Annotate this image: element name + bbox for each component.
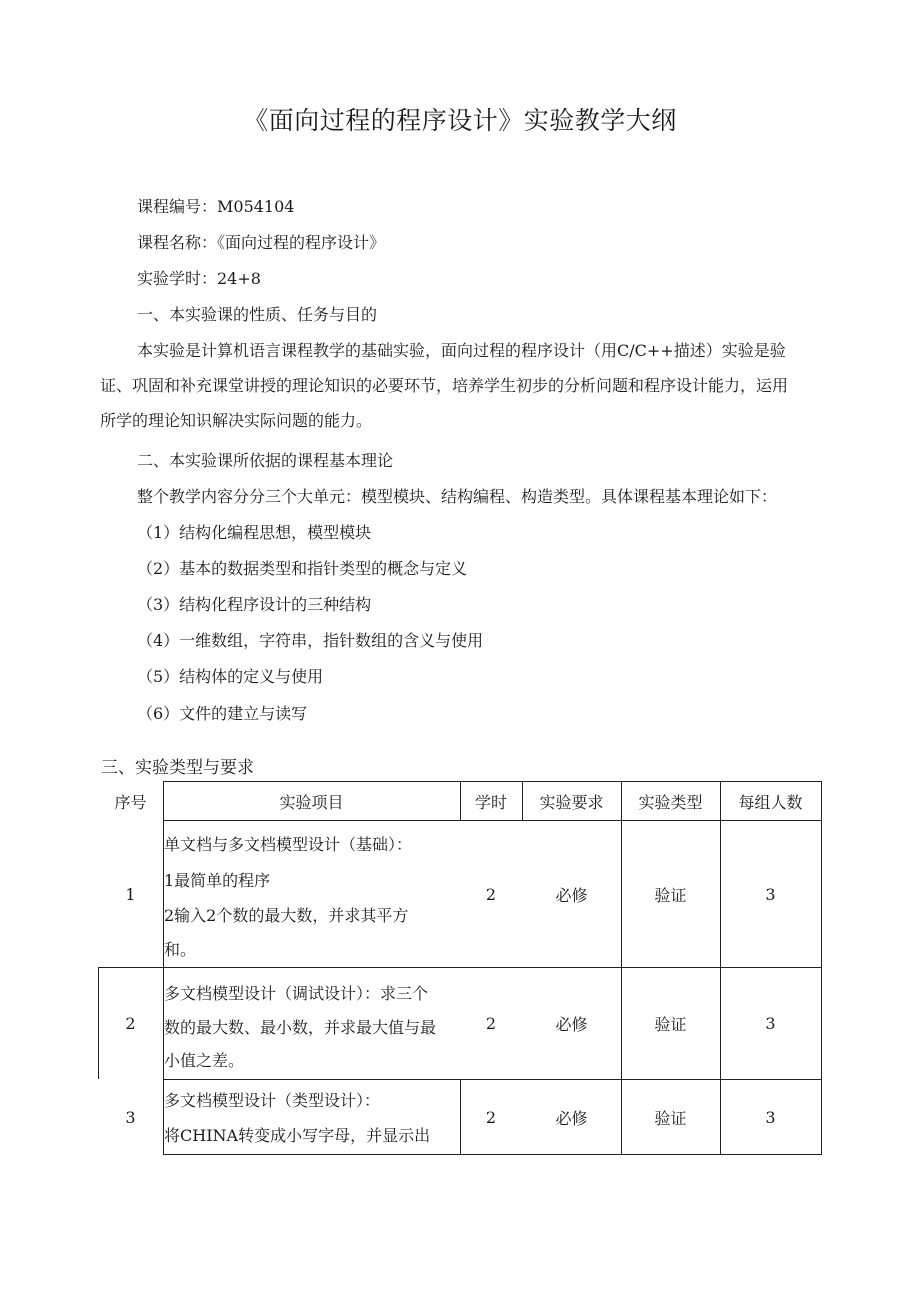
table-header: 每组人数 — [738, 792, 803, 812]
type-cell: 验证 — [654, 885, 687, 905]
requirement-cell: 必修 — [555, 1015, 588, 1034]
section2-heading: 二、本实验课所依据的课程基本理论 — [137, 451, 394, 470]
theory-item: （2）基本的数据类型和指针类型的概念与定义 — [137, 559, 468, 578]
project-line: 单文档与多文档模型设计（基础）： — [164, 835, 413, 854]
project-line: 数的最大数、最小数，并求最大值与最 — [164, 1018, 437, 1037]
project-line: 多文档模型设计（类型设计）： — [164, 1091, 381, 1110]
table-header: 序号 — [114, 792, 147, 812]
course-name: 课程名称：《面向过程的程序设计》 — [137, 233, 386, 252]
row-number: 2 — [125, 1014, 136, 1033]
project-line: 1最简单的程序 — [164, 871, 271, 890]
table-header: 实验要求 — [539, 792, 604, 812]
hours-cell: 2 — [485, 1107, 497, 1127]
section1-paragraph — [100, 333, 817, 438]
group-size-cell: 3 — [765, 1107, 776, 1127]
paragraph-line: 本实验是计算机语言课程教学的基础实验，面向过程的程序设计（用C/C++描述）实验是验 — [137, 341, 786, 360]
section2-intro: 整个教学内容分分三个大单元：模型模块、结构编程、构造类型。具体课程基本理论如下： — [137, 487, 778, 506]
project-line: 多文档模型设计（调试设计）：求三个 — [164, 984, 429, 1003]
hours-cell: 2 — [485, 884, 497, 904]
project-line: 将CHINA转变成小写字母，并显示出 — [164, 1126, 431, 1145]
paragraph-line: 证、巩固和补充课堂讲授的理论知识的必要环节，培养学生初步的分析问题和程序设计能力，运用 — [100, 376, 789, 395]
section3-heading: 三、实验类型与要求 — [101, 758, 254, 778]
row-number: 1 — [125, 884, 136, 904]
table-header: 学时 — [474, 792, 507, 812]
table-rule — [821, 781, 822, 1155]
project-line: 小值之差。 — [164, 1051, 245, 1070]
group-size-cell: 3 — [765, 884, 776, 904]
type-cell: 验证 — [654, 1015, 687, 1034]
theory-item: （3）结构化程序设计的三种结构 — [137, 595, 372, 614]
group-size-cell: 3 — [765, 1014, 776, 1033]
paragraph-line: 所学的理论知识解决实际问题的能力。 — [100, 411, 373, 430]
course-code: 课程编号：M054104 — [137, 197, 295, 216]
table-header: 实验类型 — [638, 792, 703, 812]
table-header: 实验项目 — [279, 792, 344, 812]
table-rule — [163, 1154, 822, 1155]
document-title: 《面向过程的程序设计》实验教学大纲 — [243, 106, 677, 135]
theory-item: （1）结构化编程思想，模型模块 — [137, 523, 372, 542]
theory-item: （6）文件的建立与读写 — [137, 704, 308, 723]
requirement-cell: 必修 — [555, 885, 588, 905]
theory-item: （4）一维数组，字符串，指针数组的含义与使用 — [137, 631, 484, 650]
theory-item: （5）结构体的定义与使用 — [137, 667, 324, 686]
project-line: 和。 — [164, 940, 197, 959]
type-cell: 验证 — [654, 1108, 687, 1128]
requirement-cell: 必修 — [555, 1108, 588, 1128]
row-number: 3 — [125, 1107, 136, 1127]
section1-heading: 一、本实验课的性质、任务与目的 — [137, 305, 378, 324]
project-line: 2输入2个数的最大数，并求其平方 — [164, 906, 409, 925]
hours-cell: 2 — [485, 1014, 497, 1033]
lab-hours: 实验学时：24+8 — [137, 269, 261, 288]
